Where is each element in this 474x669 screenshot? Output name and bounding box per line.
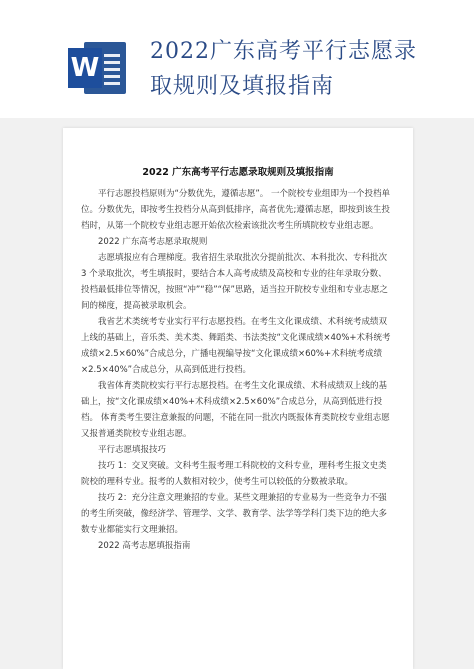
document-preview[interactable] [63,128,413,669]
paragraph: 技巧 2：充分注意文理兼招的专业。某些文理兼招的专业易为一些竞争力不强的考生所突破，像经济学、管理学、文学、教育学、法学等学科门类下边的绝大多数专业都能实行文理兼招。 [81,493,388,535]
paragraph: 平行志愿投档原则为“分数优先，遵循志愿”。 一个院校专业组即为一个投档单位。分数优先，即按考生投档分从高到低排序，高者优先;遵循志愿，即按到该生投档时，从第一个院校专业组志愿开始依次检索该批次考生所填院校专业组志愿。 [81,189,391,231]
page-title-line-1: 2022广东高考平行志愿录 [150,39,417,64]
section-heading: 2022 广东高考志愿录取规则 [81,237,208,247]
page-title-line-2: 取规则及填报指南 [150,74,335,99]
document-title: 2022 广东高考平行志愿录取规则及填报指南 [142,167,334,178]
word-document-icon [68,40,128,96]
paragraph: 我省体育类院校实行平行志愿投档。在考生文化课成绩、术科成绩双上线的基础上，按“文化课成绩×40%+术科成绩×2.5×60%”合成总分，从高到低进行投档。 体育类考生要注意兼报的问题，不能在同一批次内既报体育类院校专业组志愿又报普通类院校专业组志愿。 [81,381,390,439]
section-heading: 平行志愿填报技巧 [81,445,167,455]
word-logo-letter: W [68,48,102,88]
paragraph: 我省艺术类统考专业实行平行志愿投档。在考生文化课成绩、术科统考成绩双上线的基础上，音乐类、美术类、舞蹈类、书法类按“文化课成绩×40%+术科统考成绩×2.5×60%”合成总分，广播电视编导按“文化课成绩×60%+术科统考成绩×2.5×40%”合成总分，从高到低进行投档。 [81,317,391,375]
paragraph: 志愿填报应有合理梯度。我省招生录取批次分提前批次、本科批次、专科批次 3 个录取批次，考生填报时，要结合本人高考成绩及高校和专业的往年录取分数、投档最低排位等情况，按照“冲”“稳”“保”思路，适当拉开院校专业组和专业志愿之间的梯度，提高被录取机会。 [81,253,388,311]
header-banner [0,0,474,118]
document-body [81,186,395,554]
page-title [150,34,450,104]
paragraph: 技巧 1：交叉突破。文科考生报考理工科院校的文科专业，理科考生报文史类院校的理科专业。报考的人数相对较少，使考生可以较低的分数被录取。 [81,461,387,487]
section-heading: 2022 高考志愿填报指南 [81,541,191,551]
